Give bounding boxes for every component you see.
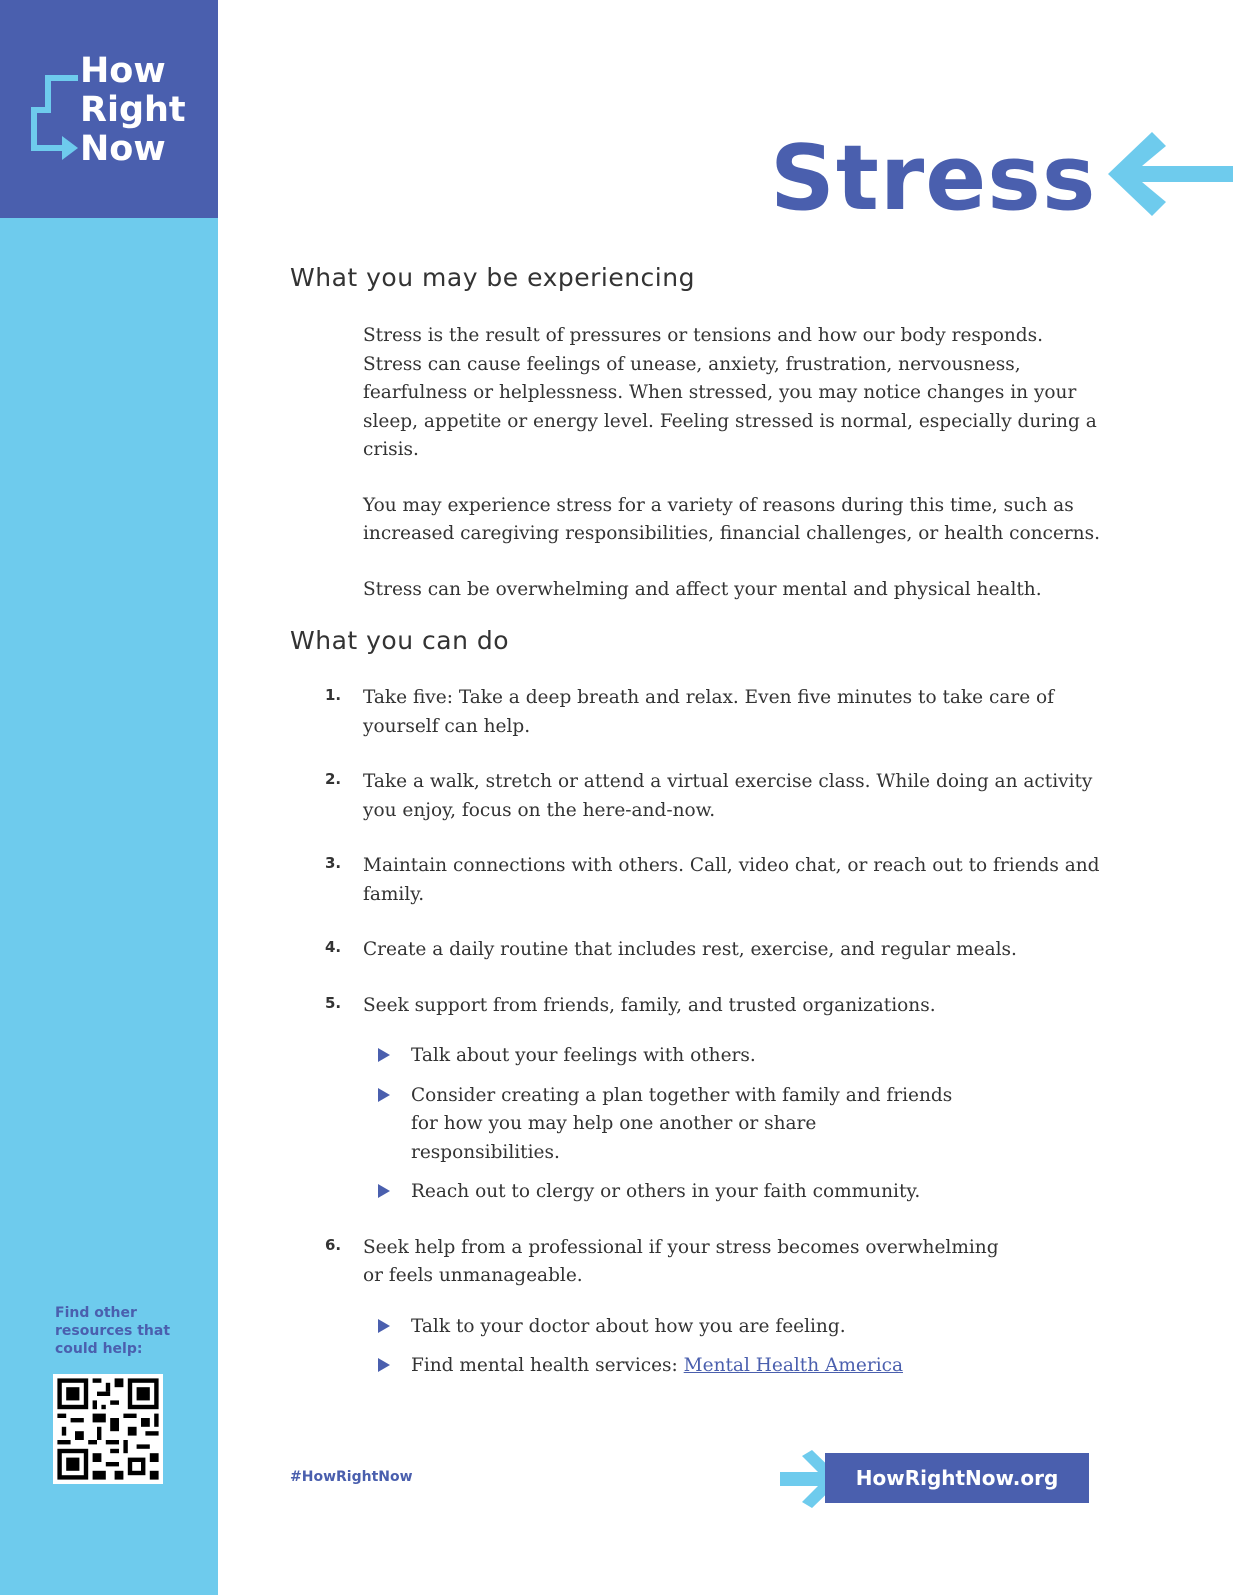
sub-item <box>373 1042 1105 1071</box>
section-heading-what-you-can-do: What you can do <box>290 626 510 655</box>
triangle-bullet-icon <box>378 1184 390 1198</box>
sub-item-text: Find mental health services: <box>411 1355 684 1376</box>
triangle-bullet-icon <box>378 1319 390 1333</box>
logo-line-how: How <box>80 51 166 91</box>
sub-item <box>373 1082 1105 1168</box>
paragraph: Stress is the result of pressures or tensions and how our body responds. Stress can cause feelings of unease, anxiety, frustration, nervousness, fearfulness or helplessness. When stressed, you may notice changes in your sleep, appetite or energy level. Feeling stressed is normal, especially during a crisis. <box>363 325 1097 460</box>
step-number: 3. <box>325 854 342 872</box>
step-item <box>325 1234 1105 1381</box>
arrow-left-icon <box>1106 130 1233 218</box>
logo-arrow-icon <box>26 70 86 166</box>
step-text: Seek help from a professional if your stress becomes overwhelming or feels unmanageable. <box>363 1236 999 1286</box>
paragraph: Stress can be overwhelming and affect your mental and physical health. <box>363 578 1042 600</box>
mental-health-america-link[interactable]: Mental Health America <box>683 1355 903 1376</box>
sub-item-text: Talk to your doctor about how you are feeling. <box>411 1315 846 1337</box>
step-text: Take a walk, stretch or attend a virtual exercise class. While doing an activity you enjoy, focus on the here-and-now. <box>363 771 1093 821</box>
sub-item-text: Reach out to clergy or others in your faith community. <box>411 1181 921 1202</box>
step-number: 4. <box>325 938 342 956</box>
step-number: 6. <box>325 1235 342 1254</box>
paragraph: You may experience stress for a variety of reasons during this time, such as increased caregiving responsibilities, financial challenges, or health concerns. <box>363 494 1100 544</box>
step-text: Seek support from friends, family, and trusted organizations. <box>363 994 936 1016</box>
step-number: 2. <box>325 770 342 788</box>
triangle-bullet-icon <box>378 1358 390 1372</box>
website-text: HowRightNow.org <box>855 1466 1059 1490</box>
sub-item-text: Talk about your feelings with others. <box>411 1045 756 1066</box>
steps-list <box>325 684 1105 1408</box>
qr-code[interactable] <box>53 1374 163 1484</box>
step-item <box>325 684 1105 741</box>
sidebar-header <box>0 0 218 218</box>
website-link-button[interactable] <box>825 1453 1089 1503</box>
triangle-bullet-icon <box>378 1048 390 1062</box>
section-heading-experiencing: What you may be experiencing <box>290 263 695 292</box>
logo-line-right: Right <box>80 90 186 130</box>
step-item <box>325 992 1105 1207</box>
sub-item <box>373 1178 1105 1207</box>
step-number: 5. <box>325 993 342 1012</box>
hashtag: #HowRightNow <box>290 1469 413 1485</box>
logo-text <box>80 52 210 169</box>
step-item <box>325 936 1105 965</box>
logo-line-now: Now <box>80 129 166 169</box>
step-text: Maintain connections with others. Call, video chat, or reach out to friends and family. <box>363 855 1100 905</box>
sub-item <box>373 1352 1105 1381</box>
qr-code-icon <box>53 1374 163 1484</box>
step-text: Take five: Take a deep breath and relax. Even five minutes to take care of yourself can help. <box>363 687 1055 737</box>
sub-list <box>373 1313 1105 1381</box>
step-number: 1. <box>325 686 342 704</box>
resources-note: Find other resources that could help: <box>55 1305 171 1357</box>
step-text: Create a daily routine that includes rest, exercise, and regular meals. <box>363 939 1017 960</box>
step-item <box>325 768 1105 825</box>
page-title: Stress <box>770 126 1097 231</box>
sub-item-text: Consider creating a plan together with family and friends for how you may help one another or share responsibilities. <box>411 1084 953 1163</box>
sub-list <box>373 1042 1105 1207</box>
intro-text <box>363 322 1103 631</box>
triangle-bullet-icon <box>378 1088 390 1102</box>
sub-item <box>373 1313 1105 1342</box>
step-item <box>325 852 1105 909</box>
